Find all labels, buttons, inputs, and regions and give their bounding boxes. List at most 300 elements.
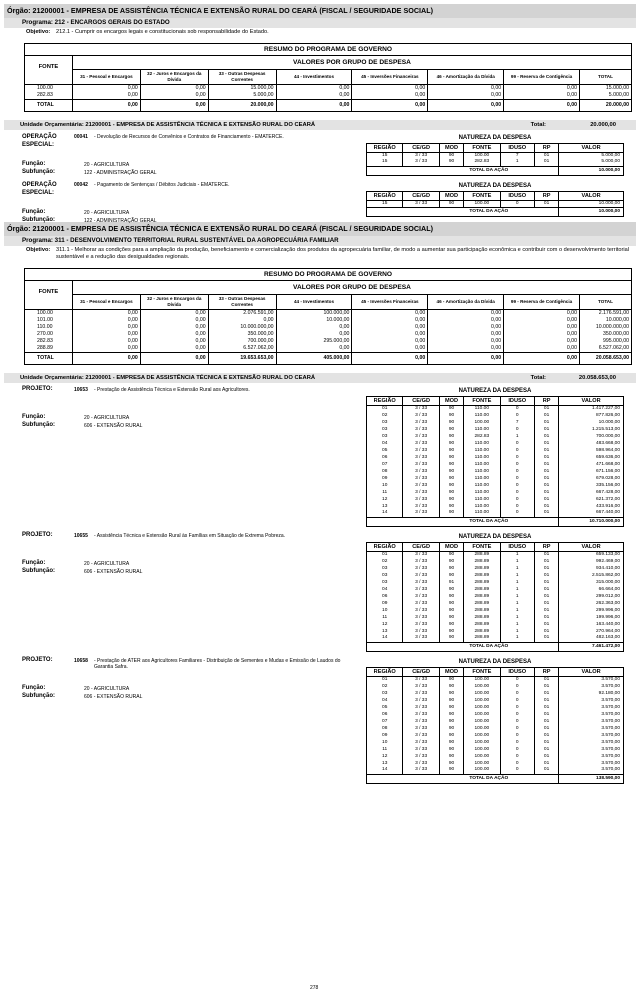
column-header: 99 - Reserva de Contigência	[504, 295, 580, 310]
natureza-table	[366, 181, 624, 217]
resumo-title: RESUMO DO PROGRAMA DE GOVERNO	[25, 269, 632, 281]
cell: 07	[367, 461, 403, 468]
natureza-header-row	[367, 143, 624, 152]
table-row	[367, 496, 624, 503]
cell: 0	[500, 475, 534, 482]
acao-desc: - Prestação de Assistência Técnica e Extensão Rural aos Agricultores.	[94, 387, 250, 393]
value-cell: 15.000,00	[580, 85, 632, 93]
total-cell: 0,00	[72, 100, 140, 112]
table-row	[367, 426, 624, 433]
budget-page	[4, 4, 636, 789]
cell: 1	[500, 558, 534, 565]
valor-cell: 3.570,00	[559, 753, 624, 760]
fonte-cell: 100.00	[25, 85, 73, 93]
valor-cell: 92.180,00	[559, 690, 624, 697]
value-cell: 5.000,00	[580, 92, 632, 100]
cell: 01	[534, 725, 558, 732]
value-cell: 0,00	[276, 92, 352, 100]
cell: 1	[500, 593, 534, 600]
cell: 0	[500, 200, 534, 207]
table-row	[367, 461, 624, 468]
column-header: RP	[534, 396, 558, 405]
table-row	[367, 600, 624, 607]
column-header: FONTE	[464, 542, 500, 551]
total-label: TOTAL	[25, 100, 73, 112]
cell: 90	[439, 447, 463, 454]
column-header: VALOR	[559, 667, 624, 676]
valor-cell: 3.570,00	[559, 732, 624, 739]
total-cell: 20.058.653,00	[579, 353, 631, 365]
cell: 01	[367, 551, 403, 558]
value-cell: 350.000,00	[208, 331, 276, 338]
table-row	[367, 152, 624, 159]
subfuncao-label: Subfunção:	[22, 693, 55, 699]
cell: 01	[534, 697, 558, 704]
cell: 100.00	[464, 732, 500, 739]
cell: 288.89	[464, 600, 500, 607]
column-header: RP	[534, 542, 558, 551]
cell: 100.00	[464, 711, 500, 718]
total-cell: 0,00	[428, 353, 504, 365]
total-cell: 0,00	[504, 100, 580, 112]
cell: 03	[367, 419, 403, 426]
table-row	[367, 704, 624, 711]
total-acao-value: 10.710.000,00	[559, 517, 624, 526]
valor-cell: 3.570,00	[559, 676, 624, 683]
valor-cell: 335.156,00	[559, 482, 624, 489]
cell: 01	[534, 433, 558, 440]
total-cell: 20.000,00	[580, 100, 632, 112]
resumo-title: RESUMO DO PROGRAMA DE GOVERNO	[25, 44, 632, 56]
total-label: TOTAL	[25, 353, 73, 365]
cell: 3 / 33	[403, 586, 439, 593]
cell: 90	[439, 600, 463, 607]
acao-desc: - Prestação de ATER aos Agricultores Familiares - Distribuição de Sementes e Mudas e Emissão de Laudos do Garantia Safra.	[94, 658, 341, 670]
cell: 01	[534, 607, 558, 614]
cell: 100.00	[464, 725, 500, 732]
cell: 288.89	[464, 551, 500, 558]
cell: 01	[534, 468, 558, 475]
total-row	[25, 353, 632, 365]
cell: 01	[534, 503, 558, 510]
cell: 0	[500, 412, 534, 419]
cell: 02	[367, 412, 403, 419]
table-row	[367, 593, 624, 600]
valor-cell: 667.440,00	[559, 510, 624, 517]
acao-label: PROJETO:	[22, 657, 53, 663]
cell: 01	[534, 593, 558, 600]
cell: 7	[500, 419, 534, 426]
column-header: FONTE	[464, 667, 500, 676]
total-cell: 0,00	[352, 100, 428, 112]
table-row	[367, 746, 624, 753]
cell: 90	[439, 697, 463, 704]
cell: 100.00	[464, 739, 500, 746]
funcao-value: 20 - AGRICULTURA	[84, 561, 130, 567]
value-cell: 0,00	[352, 324, 428, 331]
cell: 3 / 33	[403, 468, 439, 475]
column-header: REGIÃO	[367, 667, 403, 676]
cell: 90	[439, 732, 463, 739]
valor-cell: 3.570,00	[559, 697, 624, 704]
cell: 01	[367, 405, 403, 412]
cell: 0	[500, 454, 534, 461]
cell: 06	[367, 711, 403, 718]
cell: 288.89	[464, 614, 500, 621]
cell: 288.89	[464, 558, 500, 565]
cell: 01	[534, 753, 558, 760]
cell: 3 / 33	[403, 746, 439, 753]
table-row	[367, 621, 624, 628]
column-header: IDUSO	[500, 667, 534, 676]
cell: 09	[367, 732, 403, 739]
cell: 110.00	[464, 405, 500, 412]
cell: 01	[534, 767, 558, 774]
fonte-cell: 110.00	[25, 324, 73, 331]
cell: 0	[500, 503, 534, 510]
column-header: FONTE	[464, 143, 500, 152]
value-cell: 5.000,00	[208, 92, 276, 100]
cell: 90	[439, 482, 463, 489]
value-cell: 0,00	[504, 338, 580, 345]
value-cell: 10.000,00	[276, 317, 352, 324]
cell: 282.83	[464, 159, 500, 166]
cell: 0	[500, 767, 534, 774]
funcao-label: Função:	[22, 414, 46, 420]
cell: 100.00	[464, 200, 500, 207]
cell: 03	[367, 433, 403, 440]
cell: 01	[534, 760, 558, 767]
cell: 05	[367, 447, 403, 454]
acao-label: PROJETO:	[22, 386, 53, 392]
cell: 12	[367, 621, 403, 628]
funcao-label: Função:	[22, 161, 46, 167]
funcao-value: 20 - AGRICULTURA	[84, 162, 130, 168]
column-header: IDUSO	[500, 143, 534, 152]
acao-block	[4, 532, 636, 657]
cell: 90	[439, 628, 463, 635]
natureza-title-row	[367, 657, 624, 667]
cell: 3 / 33	[403, 732, 439, 739]
funcao-label: Função:	[22, 685, 46, 691]
cell: 3 / 33	[403, 510, 439, 517]
natureza-table	[366, 386, 624, 527]
cell: 100.00	[464, 704, 500, 711]
cell: 01	[534, 475, 558, 482]
cell: 01	[534, 746, 558, 753]
cell: 01	[534, 419, 558, 426]
cell: 0	[500, 676, 534, 683]
cell: 110.00	[464, 468, 500, 475]
natureza-title: NATUREZA DA DESPESA	[458, 533, 532, 540]
cell: 3 / 33	[403, 489, 439, 496]
table-row	[367, 405, 624, 412]
natureza-title: NATUREZA DA DESPESA	[458, 182, 532, 189]
total-acao-label: TOTAL DA AÇÃO	[367, 207, 559, 216]
value-cell: 0,00	[72, 85, 140, 93]
cell: 90	[439, 426, 463, 433]
cell: 01	[534, 586, 558, 593]
cell: 90	[439, 475, 463, 482]
cell: 01	[534, 732, 558, 739]
natureza-title: NATUREZA DA DESPESA	[458, 134, 532, 141]
column-header: 44 - Investimentos	[276, 70, 352, 85]
cell: 90	[439, 200, 463, 207]
cell: 3 / 33	[403, 482, 439, 489]
subfuncao-value: 122 - ADMINISTRAÇÃO GERAL	[84, 170, 157, 176]
cell: 90	[439, 614, 463, 621]
total-cell: 0,00	[140, 100, 208, 112]
cell: 0	[500, 426, 534, 433]
cell: 01	[534, 496, 558, 503]
valor-cell: 163.440,00	[559, 621, 624, 628]
valor-cell: 3.570,00	[559, 760, 624, 767]
valor-cell: 315.000,00	[559, 579, 624, 586]
value-cell: 0,00	[504, 345, 580, 353]
cell: 90	[439, 419, 463, 426]
cell: 3 / 33	[403, 440, 439, 447]
objetivo-text: 311.1 - Melhorar as condições para a ampliação da produção, beneficiamento e comercialização dos produtos da agropecuária familiar, de modo a aumentar sua participação econômica e contribuir com o desenvolvimento territorial sustentável e a redução das desigualdades regionais.	[56, 247, 629, 260]
cell: 3 / 33	[403, 760, 439, 767]
cell: 100.00	[464, 746, 500, 753]
cell: 100.00	[464, 419, 500, 426]
cell: 90	[439, 725, 463, 732]
cell: 03	[367, 579, 403, 586]
table-row	[367, 433, 624, 440]
valor-cell: 3.570,00	[559, 683, 624, 690]
cell: 90	[439, 746, 463, 753]
value-cell: 15.000,00	[208, 85, 276, 93]
cell: 110.00	[464, 440, 500, 447]
cell: 01	[534, 405, 558, 412]
value-cell: 6.527.062,00	[208, 345, 276, 353]
unidade-orcamentaria	[4, 120, 636, 130]
funcao-value: 20 - AGRICULTURA	[84, 686, 130, 692]
value-cell: 700.000,00	[208, 338, 276, 345]
cell: 110.00	[464, 496, 500, 503]
column-header: 44 - Investimentos	[276, 295, 352, 310]
cell: 1	[500, 572, 534, 579]
cell: 90	[439, 607, 463, 614]
acao-label: OPERAÇÃO ESPECIAL:	[22, 182, 57, 196]
cell: 3 / 33	[403, 558, 439, 565]
cell: 02	[367, 558, 403, 565]
total-cell: 0,00	[140, 353, 208, 365]
cell: 3 / 33	[403, 579, 439, 586]
cell: 01	[534, 159, 558, 166]
cell: 1	[500, 565, 534, 572]
cell: 110.00	[464, 503, 500, 510]
funcao-value: 20 - AGRICULTURA	[84, 210, 130, 216]
cell: 1	[500, 621, 534, 628]
column-header: IDUSO	[500, 396, 534, 405]
cell: 11	[367, 746, 403, 753]
cell: 288.89	[464, 565, 500, 572]
cell: 13	[367, 760, 403, 767]
cell: 90	[439, 572, 463, 579]
unidade-name: Unidade Orçamentária: 21200001 - EMPRESA DE ASSISTÊNCIA TÉCNICA E EXTENSÃO RURAL DO CEARÁ	[20, 122, 316, 128]
table-row	[367, 565, 624, 572]
cell: 01	[534, 635, 558, 642]
cell: 0	[500, 489, 534, 496]
cell: 08	[367, 468, 403, 475]
cell: 90	[439, 621, 463, 628]
valor-cell: 10.000,00	[559, 200, 624, 207]
cell: 90	[439, 412, 463, 419]
value-cell: 0,00	[352, 345, 428, 353]
natureza-header-row	[367, 667, 624, 676]
valor-cell: 66.664,00	[559, 586, 624, 593]
group-header: VALORES POR GRUPO DE DESPESA	[72, 281, 631, 295]
value-cell: 0,00	[428, 338, 504, 345]
total-acao-row	[367, 166, 624, 175]
value-cell: 0,00	[504, 324, 580, 331]
value-cell: 0,00	[72, 310, 140, 318]
total-acao-value: 10.000,00	[559, 166, 624, 175]
column-header: IDUSO	[500, 191, 534, 200]
resumo-table	[24, 268, 632, 365]
cell: 110.00	[464, 475, 500, 482]
cell: 90	[439, 753, 463, 760]
cell: 01	[534, 628, 558, 635]
funcao-label: Função:	[22, 209, 46, 215]
valor-cell: 3.570,00	[559, 739, 624, 746]
valor-cell: 482.163,00	[559, 635, 624, 642]
cell: 01	[534, 152, 558, 159]
fonte-cell: 282.83	[25, 338, 73, 345]
cell: 288.89	[464, 586, 500, 593]
table-row	[367, 489, 624, 496]
cell: 110.00	[464, 412, 500, 419]
cell: 110.00	[464, 510, 500, 517]
value-cell: 0,00	[276, 324, 352, 331]
cell: 15	[367, 159, 403, 166]
objetivo-label: Objetivo:	[26, 29, 51, 35]
acao-desc: - Assistência Técnica e Extensão Rural às Famílias em Situação de Extrema Pobreza.	[94, 533, 286, 539]
natureza-title-row	[367, 386, 624, 396]
value-cell: 0,00	[504, 85, 580, 93]
table-row	[367, 412, 624, 419]
column-header: IDUSO	[500, 542, 534, 551]
valor-cell: 659.636,00	[559, 454, 624, 461]
column-header: TOTAL	[580, 70, 632, 85]
cell: 0	[500, 746, 534, 753]
valor-cell: 1.417.227,00	[559, 405, 624, 412]
table-row	[25, 317, 632, 324]
total-acao-value: 7.461.472,00	[559, 642, 624, 651]
table-row	[367, 683, 624, 690]
column-header: VALOR	[559, 191, 624, 200]
table-row	[367, 440, 624, 447]
natureza-header-row	[367, 542, 624, 551]
cell: 01	[534, 718, 558, 725]
acao-desc: - Pagamento de Sentenças / Débitos Judiciais - EMATERCE.	[94, 182, 230, 188]
cell: 07	[367, 718, 403, 725]
value-cell: 0,00	[140, 338, 208, 345]
column-header: RP	[534, 191, 558, 200]
cell: 0	[500, 510, 534, 517]
valor-cell: 5.000,00	[559, 152, 624, 159]
value-cell: 0,00	[428, 331, 504, 338]
valor-cell: 992.469,00	[559, 558, 624, 565]
cell: 3 / 33	[403, 621, 439, 628]
cell: 3 / 33	[403, 426, 439, 433]
acao-block	[4, 133, 636, 181]
valor-cell: 3.570,00	[559, 718, 624, 725]
valor-cell: 433.916,00	[559, 503, 624, 510]
cell: 3 / 33	[403, 503, 439, 510]
value-cell: 0,00	[352, 92, 428, 100]
column-header: MOD	[439, 191, 463, 200]
column-header: CE/GD	[403, 143, 439, 152]
total-row	[25, 100, 632, 112]
valor-cell: 199.996,00	[559, 614, 624, 621]
natureza-title-row	[367, 181, 624, 191]
table-row	[367, 454, 624, 461]
column-header: VALOR	[559, 396, 624, 405]
value-cell: 0,00	[276, 85, 352, 93]
value-cell: 6.527.062,00	[579, 345, 631, 353]
total-acao-row	[367, 642, 624, 651]
cell: 100.00	[464, 718, 500, 725]
cell: 11	[367, 614, 403, 621]
column-header: REGIÃO	[367, 191, 403, 200]
cell: 0	[500, 732, 534, 739]
cell: 3 / 33	[403, 454, 439, 461]
natureza-title-row	[367, 532, 624, 542]
cell: 3 / 33	[403, 496, 439, 503]
programa-header: Programa: 311 - DESENVOLVIMENTO TERRITORIAL RURAL SUSTENTÁVEL DA AGROPECUÁRIA FAMILIAR	[4, 236, 636, 246]
valor-cell: 471.668,00	[559, 461, 624, 468]
cell: 3 / 33	[403, 711, 439, 718]
value-cell: 0,00	[72, 331, 140, 338]
valor-cell: 3.570,00	[559, 746, 624, 753]
table-row	[367, 200, 624, 207]
table-row	[367, 711, 624, 718]
cell: 14	[367, 635, 403, 642]
unidade-total-label: Total:	[530, 122, 546, 128]
total-acao-label: TOTAL DA AÇÃO	[367, 642, 559, 651]
valor-cell: 3.570,00	[559, 704, 624, 711]
table-row	[367, 718, 624, 725]
cell: 1	[500, 579, 534, 586]
column-header: CE/GD	[403, 396, 439, 405]
table-row	[25, 324, 632, 331]
objetivo	[4, 246, 636, 262]
cell: 90	[439, 440, 463, 447]
natureza-table	[366, 133, 624, 176]
value-cell: 0,00	[72, 92, 140, 100]
cell: 1	[500, 614, 534, 621]
cell: 01	[534, 690, 558, 697]
subfuncao-value: 606 - EXTENSÃO RURAL	[84, 694, 143, 700]
cell: 01	[534, 510, 558, 517]
funcao-value: 20 - AGRICULTURA	[84, 415, 130, 421]
column-header: CE/GD	[403, 542, 439, 551]
cell: 01	[534, 482, 558, 489]
table-row	[367, 635, 624, 642]
resumo-group-row	[25, 56, 632, 70]
value-cell: 0,00	[428, 92, 504, 100]
cell: 3 / 33	[403, 718, 439, 725]
cell: 14	[367, 767, 403, 774]
cell: 0	[500, 447, 534, 454]
cell: 03	[367, 572, 403, 579]
fonte-header: FONTE	[25, 56, 73, 85]
objetivo	[4, 28, 636, 37]
cell: 3 / 33	[403, 725, 439, 732]
cell: 3 / 33	[403, 461, 439, 468]
